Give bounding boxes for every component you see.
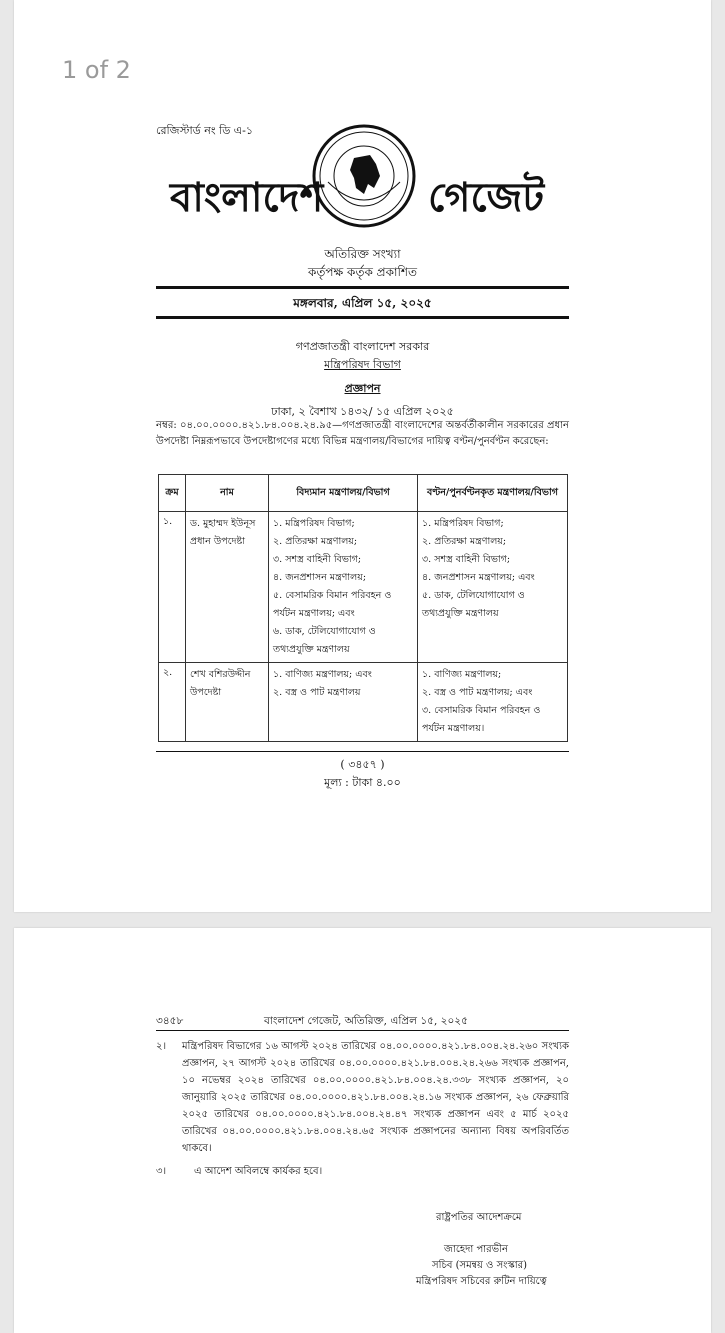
advisor-name: শেখ বশিরউদ্দীন xyxy=(190,669,251,680)
header-rule xyxy=(156,1030,569,1031)
published-by: কর্তৃপক্ষ কর্তৃক প্রকাশিত xyxy=(307,265,418,279)
list-item: ৩. সশস্ত্র বাহিনী বিভাগ; xyxy=(273,554,362,565)
extra-issue: অতিরিক্ত সংখ্যা xyxy=(324,247,401,261)
list-item: ১. মন্ত্রিপরিষদ বিভাগ; xyxy=(273,518,355,529)
list-item: ২. বস্ত্র ও পাট মন্ত্রণালয়; এবং xyxy=(422,687,533,698)
para2-number: ২। xyxy=(156,1041,167,1052)
issue-date: মঙ্গলবার, এপ্রিল ১৫, ২০২৫ xyxy=(293,296,432,310)
allocated-ministries xyxy=(418,663,568,742)
header-serial: ক্রম xyxy=(159,475,186,512)
advisor-role: উপদেষ্টা xyxy=(190,687,222,698)
footer-rule xyxy=(156,751,569,752)
list-item: ২. বস্ত্র ও পাট মন্ত্রণালয় xyxy=(273,687,361,698)
government-seal-icon xyxy=(310,122,418,230)
masthead-left: বাংলাদেশ xyxy=(170,175,324,221)
notice-title: প্রজ্ঞাপন xyxy=(344,382,381,395)
list-item: ১. বাণিজ্য মন্ত্রণালয়; এবং xyxy=(273,669,372,680)
signatory-duty: মন্ত্রিপরিষদ সচিবের রুটিন দায়িত্বে xyxy=(416,1276,547,1287)
row-name-cell xyxy=(186,663,269,742)
row-name-cell xyxy=(186,512,269,663)
header-name: নাম xyxy=(186,475,269,512)
table-row xyxy=(159,663,568,742)
running-header: বাংলাদেশ গেজেট, অতিরিক্ত, এপ্রিল ১৫, ২০২৫ xyxy=(264,1015,468,1027)
list-item: ৪. জনপ্রশাসন মন্ত্রণালয়; এবং xyxy=(422,572,535,583)
table-header-row xyxy=(159,475,568,512)
list-item: ৩. সশস্ত্র বাহিনী বিভাগ; xyxy=(422,554,511,565)
page-indicator: 1 of 2 xyxy=(62,56,131,84)
advisor-role: প্রধান উপদেষ্টা xyxy=(190,536,245,547)
row-serial: ১. xyxy=(159,512,186,663)
list-item: ৬. ডাক, টেলিযোগাযোগ ও তথ্যপ্রযুক্তি মন্ত্রণালয় xyxy=(273,626,376,655)
list-item: ১. বাণিজ্য মন্ত্রণালয়; xyxy=(422,669,502,680)
header-existing: বিদ্যমান মন্ত্রণালয়/বিভাগ xyxy=(269,475,418,512)
allocation-table xyxy=(158,474,568,742)
place-date: ঢাকা, ২ বৈশাখ ১৪৩২/ ১৫ এপ্রিল ২০২৫ xyxy=(271,405,454,418)
page-number: ( ৩৪৫৭ ) xyxy=(340,758,385,771)
allocated-ministries xyxy=(418,512,568,663)
list-item: ৪. জনপ্রশাসন মন্ত্রণালয়; xyxy=(273,572,367,583)
list-item: ২. প্রতিরক্ষা মন্ত্রণালয়; xyxy=(273,536,358,547)
list-item: ২. প্রতিরক্ষা মন্ত্রণালয়; xyxy=(422,536,507,547)
row-serial: ২. xyxy=(159,663,186,742)
masthead-right: গেজেট xyxy=(428,175,545,221)
list-item: ১. মন্ত্রিপরিষদ বিভাগ; xyxy=(422,518,504,529)
gazette-page-1 xyxy=(14,0,711,912)
signatory-name: জাহেদা পারভীন xyxy=(444,1244,508,1255)
para3-number: ৩। xyxy=(156,1166,167,1177)
top-rule xyxy=(156,286,569,289)
gazette-page-2 xyxy=(14,928,711,1333)
list-item: ৩. বেসামরিক বিমান পরিবহন ও পর্যটন মন্ত্রণালয়। xyxy=(422,705,541,734)
existing-ministries xyxy=(269,512,418,663)
division-name: মন্ত্রিপরিষদ বিভাগ xyxy=(324,358,401,371)
table-row xyxy=(159,512,568,663)
government-name: গণপ্রজাতন্ত্রী বাংলাদেশ সরকার xyxy=(295,340,430,353)
intro-paragraph: নম্বর: ০৪.০০.০০০০.৪২১.৮৪.০০৪.২৪.৯৫—গণপ্রজাতন্ত্রী বাংলাদেশের অন্তর্বর্তীকালীন সরকারের প্রধান উপদেষ্টা নিম্নরূপভাবে উপদেষ্টাগণের মধ্যে বিভিন্ন মন্ত্রণালয়/বিভাগের দায়িত্ব বণ্টন/পুনর্বণ্টন করেছেন: xyxy=(156,420,569,447)
signatory-designation: সচিব (সমন্বয় ও সংস্কার) xyxy=(432,1260,527,1271)
header-allocated: বণ্টন/পুনর্বণ্টনকৃত মন্ত্রণালয়/বিভাগ xyxy=(418,475,568,512)
registration-number: রেজিস্টার্ড নং ডি এ-১ xyxy=(156,124,254,137)
list-item: ৫. বেসামরিক বিমান পরিবহন ও পর্যটন মন্ত্রণালয়; এবং xyxy=(273,590,392,619)
bottom-rule xyxy=(156,316,569,319)
para3: এ আদেশ অবিলম্বে কার্যকর হবে। xyxy=(194,1166,323,1177)
list-item: ৫. ডাক, টেলিযোগাযোগ ও তথ্যপ্রযুক্তি মন্ত্রণালয় xyxy=(422,590,525,619)
advisor-name: ড. মুহাম্মদ ইউনূস xyxy=(190,518,256,529)
page-number-2: ৩৪৫৮ xyxy=(156,1015,184,1027)
price: মূল্য : টাকা ৪.০০ xyxy=(324,776,401,789)
existing-ministries xyxy=(269,663,418,742)
order-by: রাষ্ট্রপতির আদেশক্রমে xyxy=(436,1212,522,1223)
para2: মন্ত্রিপরিষদ বিভাগের ১৬ আগস্ট ২০২৪ তারিখের ০৪.০০.০০০০.৪২১.৮৪.০০৪.২৪.২৬০ সংখ্যক প্রজ্ঞাপন, ২৭ আগস্ট ২০২৪ তারিখের ০৪.০০.০০০০.৪২১.৮৪.০০৪.২৪.২৬৬ সংখ্যক প্রজ্ঞাপন, ১০ নভেম্বর ২০২৪ তারিখের ০৪.০০.০০০০.৪২১.৮৪.০০৪.২৪.৩৩৮ সংখ্যক প্রজ্ঞাপন, ২০ জানুয়ারি ২০২৫ তারিখের ০৪.০০.০০০০.৪২১.৮৪.০০৪.২৪.১৬ সংখ্যক প্রজ্ঞাপন, ২৬ ফেব্রুয়ারি ২০২৫ তারিখের ০৪.০০.০০০০.৪২১.৮৪.০০৪.২৪.৪৭ সংখ্যক প্রজ্ঞাপন এবং ৫ মার্চ ২০২৫ তারিখের ০৪.০০.০০০০.৪২১.৮৪.০০৪.২৪.৬৫ সংখ্যক প্রজ্ঞাপনের অন্যান্য বিষয় অপরিবর্তিত থাকবে। xyxy=(182,1041,569,1154)
